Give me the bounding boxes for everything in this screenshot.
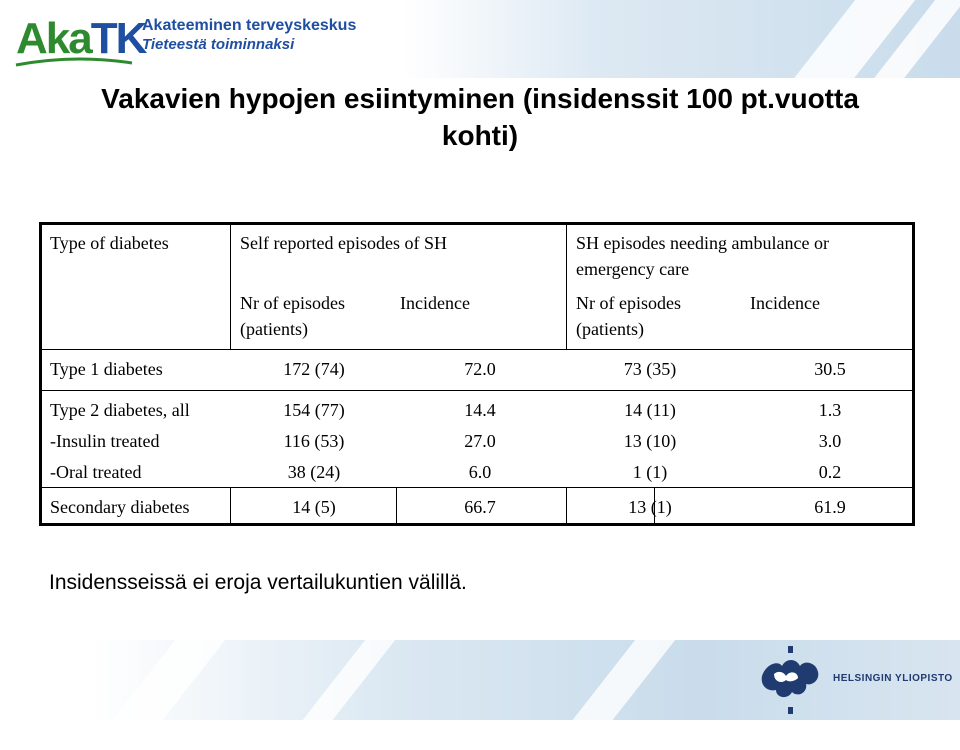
footnote: Insidensseissä ei eroja vertailukuntien välillä. bbox=[49, 571, 467, 594]
table-divider bbox=[42, 487, 912, 488]
table-divider bbox=[566, 225, 567, 349]
header-type-of-diabetes: Type of diabetes bbox=[50, 233, 169, 253]
cell-sr-nr: 172 (74) bbox=[283, 359, 345, 379]
table-divider bbox=[230, 487, 231, 523]
cell-sr-nr: 38 (24) bbox=[287, 462, 341, 482]
cell-em-incidence: 0.2 bbox=[818, 462, 842, 482]
cell-sr-incidence: 66.7 bbox=[464, 497, 496, 517]
cell-em-nr: 73 (35) bbox=[623, 359, 677, 379]
subheader-nr-sr bbox=[240, 290, 345, 342]
subheader-nr-line1: Nr of episodes bbox=[576, 293, 681, 313]
org-name: Akateeminen terveyskeskus bbox=[142, 17, 357, 34]
logo-text-green: Aka bbox=[16, 14, 91, 63]
table-divider bbox=[42, 349, 912, 350]
cell-em-nr: 13 (1) bbox=[628, 497, 672, 517]
header-self-reported: Self reported episodes of SH bbox=[240, 233, 447, 253]
table-divider bbox=[230, 225, 231, 349]
cell-em-incidence: 3.0 bbox=[818, 431, 842, 451]
cell-em-incidence: 30.5 bbox=[814, 359, 846, 379]
cell-sr-incidence: 72.0 bbox=[464, 359, 496, 379]
cell-em-nr: 1 (1) bbox=[632, 462, 668, 482]
row-label: Type 2 diabetes, all bbox=[50, 400, 190, 420]
subheader-nr-line2: (patients) bbox=[576, 319, 644, 339]
cell-em-nr: 14 (11) bbox=[624, 400, 676, 420]
subheader-incidence-em: Incidence bbox=[750, 293, 820, 313]
table-divider bbox=[42, 390, 912, 391]
logo-text-blue: TK bbox=[90, 14, 146, 63]
cell-em-incidence: 1.3 bbox=[818, 400, 842, 420]
table-divider bbox=[566, 487, 567, 523]
cell-sr-incidence: 14.4 bbox=[464, 400, 496, 420]
subheader-nr-line1: Nr of episodes bbox=[240, 293, 345, 313]
flame-icon bbox=[752, 644, 828, 716]
cell-sr-nr: 154 (77) bbox=[283, 400, 345, 420]
cell-em-nr: 13 (10) bbox=[623, 431, 677, 451]
row-label: -Insulin treated bbox=[50, 431, 160, 451]
university-name: HELSINGIN YLIOPISTO bbox=[833, 673, 953, 684]
subheader-incidence-sr: Incidence bbox=[400, 293, 470, 313]
table-divider bbox=[396, 487, 397, 523]
org-subtitle: Tieteestä toiminnaksi bbox=[142, 36, 295, 53]
row-label: -Oral treated bbox=[50, 462, 142, 482]
subheader-nr-line2: (patients) bbox=[240, 319, 308, 339]
subheader-nr-em bbox=[576, 290, 681, 342]
header-emergency: SH episodes needing ambulance or emergency care bbox=[576, 233, 829, 279]
page-title: Vakavien hypojen esiintyminen (insidenssit 100 pt.vuotta kohti) bbox=[101, 83, 859, 151]
logo-swoosh-icon bbox=[14, 56, 134, 68]
incidence-table bbox=[39, 222, 915, 526]
cell-sr-incidence: 27.0 bbox=[464, 431, 496, 451]
cell-sr-nr: 116 (53) bbox=[283, 431, 345, 451]
row-label: Type 1 diabetes bbox=[50, 359, 163, 379]
org-name-block bbox=[142, 16, 356, 54]
cell-sr-nr: 14 (5) bbox=[292, 497, 336, 517]
cell-em-incidence: 61.9 bbox=[814, 497, 846, 517]
footer-band bbox=[90, 640, 960, 720]
cell-sr-incidence: 6.0 bbox=[468, 462, 492, 482]
row-label: Secondary diabetes bbox=[50, 497, 190, 517]
